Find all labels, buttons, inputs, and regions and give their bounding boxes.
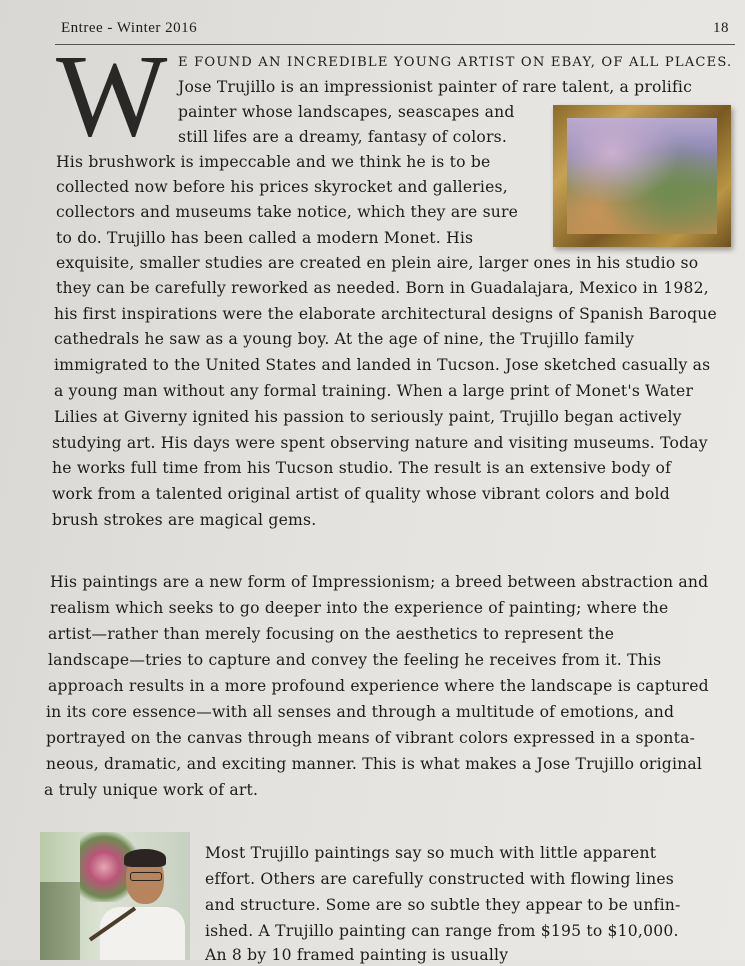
article-line: work from a talented original artist of quality whose vibrant colors and bold	[52, 485, 670, 503]
article-line: immigrated to the United States and landed in Tucson. Jose sketched casually as	[54, 356, 711, 374]
article-line: artist—rather than merely focusing on the aesthetics to represent the	[48, 625, 615, 643]
article-line: a truly unique work of art.	[44, 781, 259, 799]
article-line: An 8 by 10 framed painting is usually	[205, 946, 509, 964]
publication-title: Entree - Winter 2016	[61, 20, 198, 36]
article-line: portrayed on the canvas through means of vibrant colors expressed in a sponta-	[46, 729, 696, 747]
article-line: to do. Trujillo has been called a modern Monet. His	[56, 229, 474, 247]
article-line: and structure. Some are so subtle they appear to be unfin-	[205, 896, 681, 914]
artist-portrait-photo	[40, 832, 190, 960]
article-line: E FOUND AN INCREDIBLE YOUNG ARTIST ON EBAY, OF ALL PLACES.	[178, 55, 733, 70]
article-line: Jose Trujillo is an impressionist painter of rare talent, a prolific	[178, 78, 693, 96]
article-line: studying art. His days were spent observing nature and visiting museums. Today	[52, 434, 708, 452]
article-line: his first inspirations were the elaborate architectural designs of Spanish Baroque	[54, 305, 717, 323]
glasses-shape	[130, 872, 162, 881]
drop-cap: W	[56, 30, 168, 161]
article-line: neous, dramatic, and exciting manner. This is what makes a Jose Trujillo original	[46, 755, 703, 773]
easel-shape	[40, 882, 80, 960]
article-line: exquisite, smaller studies are created en plein aire, larger ones in his studio so	[56, 254, 699, 272]
article-line: a young man without any formal training. When a large print of Monet's Water	[54, 382, 694, 400]
article-line: still lifes are a dreamy, fantasy of colors.	[178, 128, 507, 146]
hair-shape	[124, 849, 166, 867]
article-line: painter whose landscapes, seascapes and	[178, 103, 515, 121]
article-line: Lilies at Giverny ignited his passion to seriously paint, Trujillo began actively	[54, 408, 682, 426]
article-line: approach results in a more profound experience where the landscape is captured	[48, 677, 709, 695]
article-line: realism which seeks to go deeper into the experience of painting; where the	[50, 599, 669, 617]
article-line: His brushwork is impeccable and we think he is to be	[56, 153, 491, 171]
article-line: in its core essence—with all senses and through a multitude of emotions, and	[46, 703, 675, 721]
article-line: they can be carefully reworked as needed. Born in Guadalajara, Mexico in 1982,	[56, 279, 709, 297]
article-line: he works full time from his Tucson studio. The result is an extensive body of	[52, 459, 672, 477]
article-line: ished. A Trujillo painting can range from $195 to $10,000.	[205, 922, 679, 940]
page-number: 18	[713, 20, 729, 36]
article-line: Most Trujillo paintings say so much with little apparent	[205, 844, 657, 862]
article-line: effort. Others are carefully constructed with flowing lines	[205, 870, 674, 888]
article-line: brush strokes are magical gems.	[52, 511, 317, 529]
framed-painting-image	[553, 105, 731, 247]
shirt-shape	[100, 907, 185, 960]
article-line: collected now before his prices skyrocket and galleries,	[56, 178, 508, 196]
article-line: His paintings are a new form of Impressionism; a breed between abstraction and	[50, 573, 709, 591]
painting-canvas	[567, 118, 717, 234]
article-line: collectors and museums take notice, which they are sure	[56, 203, 519, 221]
article-line: cathedrals he saw as a young boy. At the age of nine, the Trujillo family	[54, 330, 635, 348]
article-line: landscape—tries to capture and convey the feeling he receives from it. This	[48, 651, 662, 669]
